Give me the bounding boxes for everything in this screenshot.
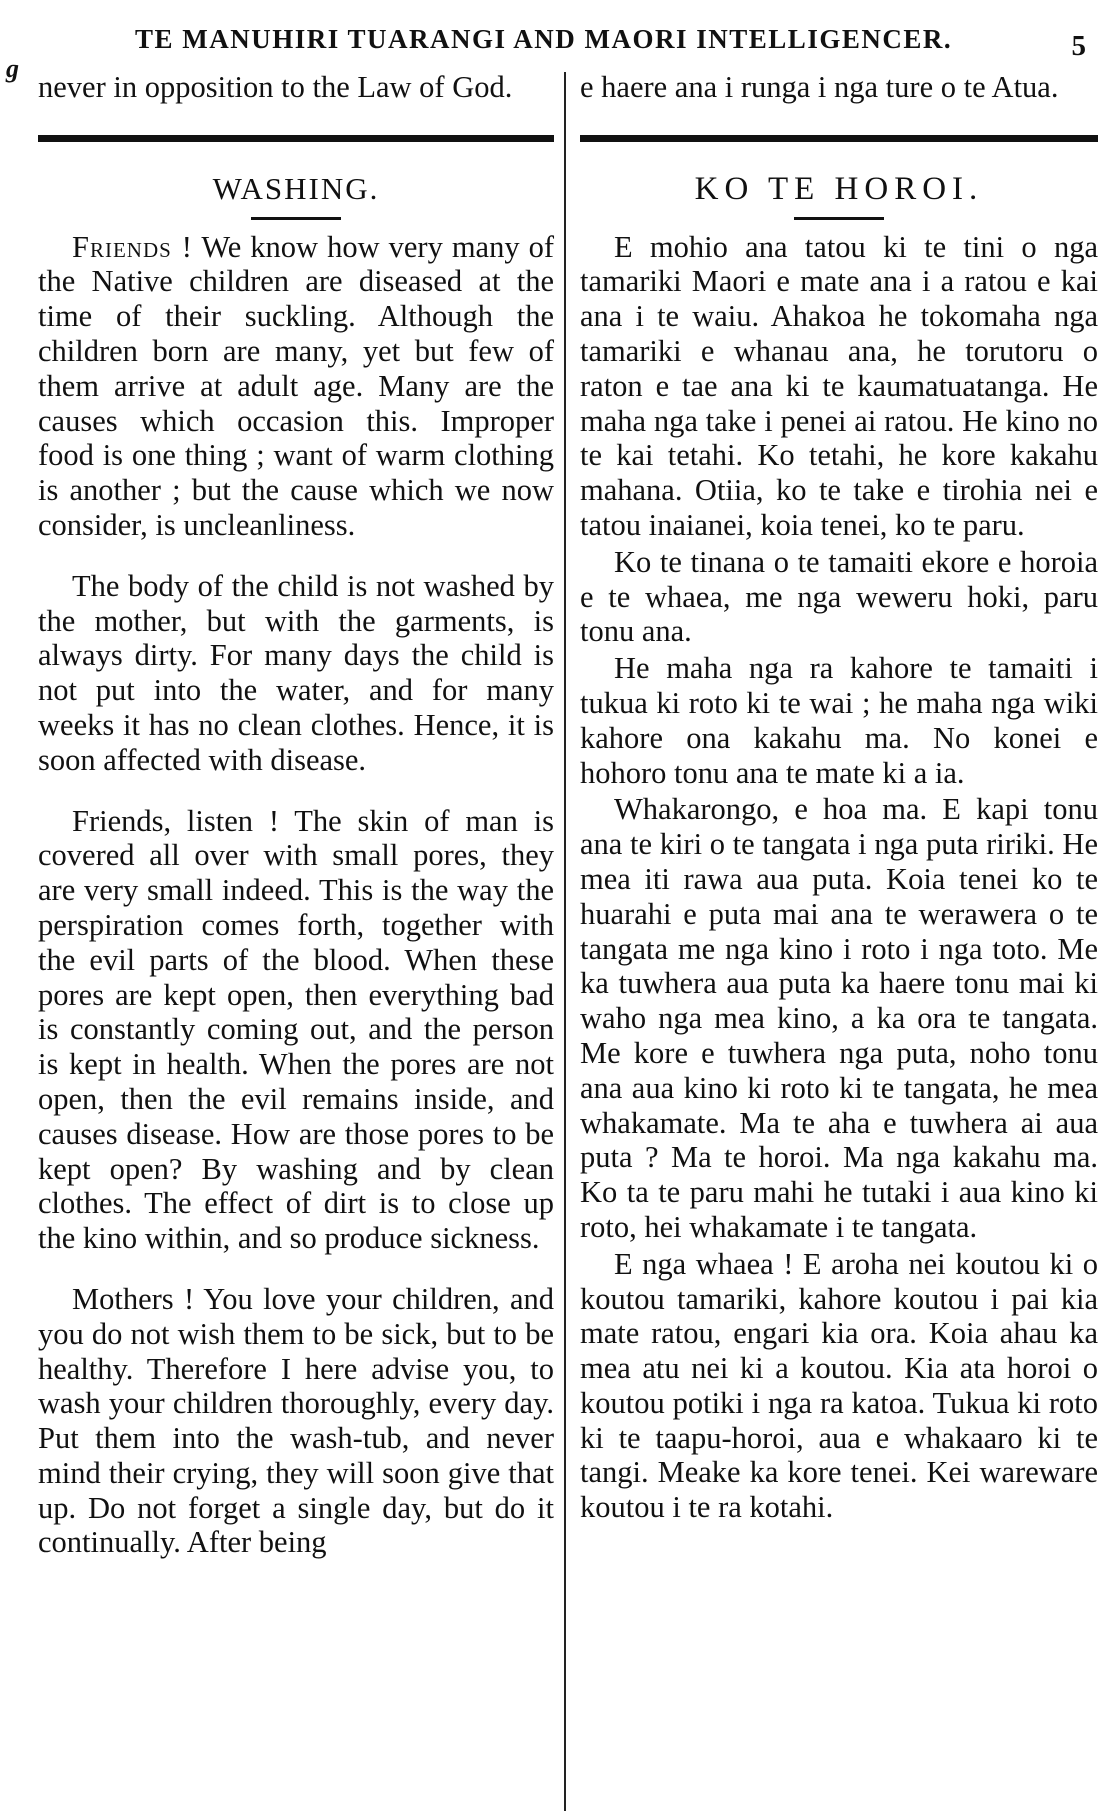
english-opening-text: never in opposition to the Law of God. xyxy=(38,70,513,104)
maori-paragraph: E mohio ana tatou ki te tini o nga tamariki Maori e mate ana i a ratou e kai ana i te waiu. Ahakoa he tokomaha nga tamariki e whanau ana, he torutoru o raton e tae ana ki te kaumatuatanga. He maha nga take i penei ai ratou. He kino no te kai tetahi. Ko tetahi, he kore kakahu mahana. Otiia, ko te take e tirohia nei e tatou inaianei, koia tenei, ko te paru. xyxy=(580,229,1098,542)
english-salutation: Friends ! xyxy=(72,229,193,264)
maori-column xyxy=(580,70,1098,1525)
english-section-title: WASHING. xyxy=(212,170,380,206)
maori-opening-text: e haere ana i runga i nga ture o te Atua. xyxy=(580,70,1059,104)
maori-section-title: KO TE HOROI. xyxy=(694,170,984,207)
maori-paragraph: Ko te tinana o te tamaiti ekore e horoia e te whaea, me nga weweru hoki, paru tonu ana. xyxy=(580,544,1098,649)
english-title-underline xyxy=(251,217,341,220)
english-column xyxy=(38,70,554,1560)
english-paragraph-text: We know how very many of the Native children are diseased at the time of their suckling. Although the children born are many, yet but few of them arrive at adult age. Many are the causes which occasion this. Improper food is one thing ; want of warm clothing is another ; but the cause which we now consider, is uncleanliness. xyxy=(38,229,554,542)
maori-paragraph: He maha nga ra kahore te tamaiti i tukua ki roto ki te wai ; he maha nga wiki kahore ona kakahu ma. No konei e hohoro tonu ana te mate ki a ia. xyxy=(580,651,1098,790)
corner-mark: g xyxy=(6,54,19,83)
page-header xyxy=(0,14,1114,83)
maori-paragraph: Whakarongo, e hoa ma. E kapi tonu ana te kiri o te tangata i nga puta ririki. He mea iti rawa aua puta. Koia tenei ko te huarahi e puta mai ana te werawera o te tangata me nga kino i roto i nga toto. Me ka tuwhera aua puta ka haere tonu mai ki waho nga mea kino, a ka ora te tangata. Me kore e tuwhera nga puta, noho tonu ana aua kino ki roto ki te tangata, he mea whakamate. Ma te aha e tuwhera ai aua puta ? Ma te horoi. Ma nga kakahu ma. Ko ta te paru mahi he tutaki i aua kino ki roto, hei whakamate i te tangata. xyxy=(580,792,1098,1244)
english-paragraph xyxy=(38,230,554,543)
page-number: 5 xyxy=(1071,30,1086,62)
maori-paragraph: E nga whaea ! E aroha nei koutou ki o koutou tamariki, kahore koutou i pai kia mate ratou, engari kia ora. Koia ahau ka mea atu nei ki a koutou. Kia ata horoi o koutou potiki i nga ra katoa. Tukua ki roto ki te taapu-horoi, aua e whakaaro ki te tangi. Meake ka kore tenei. Kei wareware koutou i te ra kotahi. xyxy=(580,1246,1098,1525)
maori-section-rule xyxy=(580,135,1098,142)
english-paragraph: The body of the child is not washed by the mother, but with the garments, is always dirty. For many days the child is not put into the water, and for many weeks it has no clean clothes. Hence, it is soon affected with disease. xyxy=(38,568,554,777)
english-section-rule xyxy=(38,135,554,142)
running-head: TE MANUHIRI TUARANGI AND MAORI INTELLIGENCER. xyxy=(135,24,953,54)
column-divider xyxy=(564,72,566,1811)
english-paragraph: Mothers ! You love your children, and you do not wish them to be sick, but to be healthy. Therefore I here advise you, to wash your children thoroughly, every day. Put them into the wash-tub, and never mind their crying, they will soon give that up. Do not forget a single day, but do it continually. After being xyxy=(38,1281,554,1560)
english-paragraph: Friends, listen ! The skin of man is covered all over with small pores, they are very small indeed. This is the way the perspiration comes forth, together with the evil parts of the blood. When these pores are kept open, then everything bad is constantly coming out, and the person is kept in health. When the pores are not open, then the evil remains inside, and causes disease. How are those pores to be kept open? By washing and by clean clothes. The effect of dirt is to close up the kino within, and so produce sickness. xyxy=(38,803,554,1256)
maori-title-underline xyxy=(794,217,884,220)
